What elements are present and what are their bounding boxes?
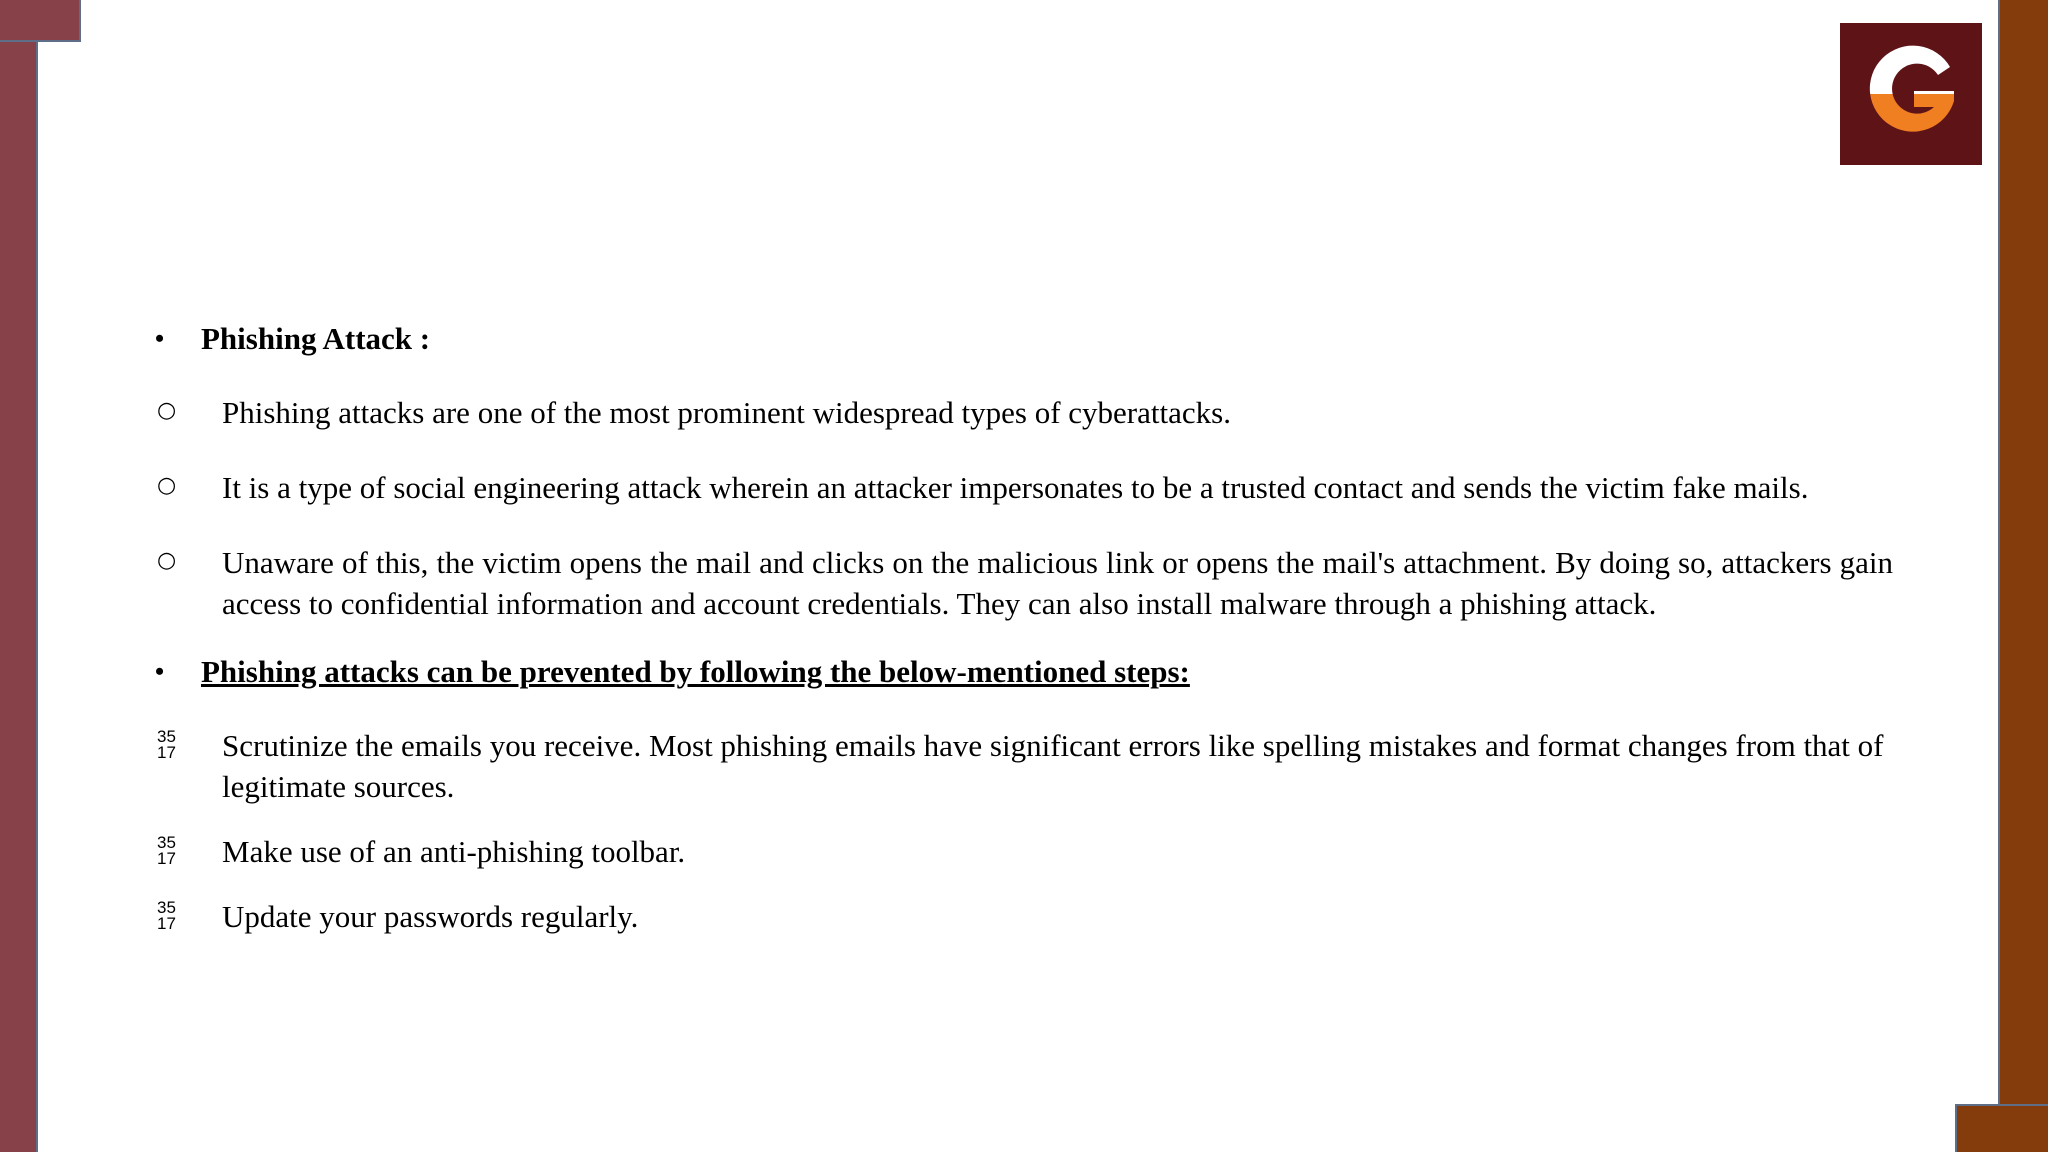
marker-bottom: 17	[157, 743, 176, 762]
marker-top: 35	[157, 833, 176, 852]
marker-top: 35	[157, 898, 176, 917]
list-item	[153, 467, 1893, 508]
list-item-text: Scrutinize the emails you receive. Most phishing emails have significant errors like spelling mistakes and format changes from that of legitimate sources.	[222, 728, 1884, 804]
list-item-text: Unaware of this, the victim opens the mail and clicks on the malicious link or opens the mail's attachment. By doing so, attackers gain access to confidential information and account credentials. They can also install malware through a phishing attack.	[222, 545, 1893, 621]
heading-text: Phishing Attack :	[201, 321, 431, 356]
bullet-marker: •	[155, 324, 165, 353]
number-marker	[157, 835, 176, 867]
left-frame-bar	[0, 0, 38, 1152]
circle-bullet-marker: ○	[157, 473, 177, 498]
list-item	[153, 725, 1893, 807]
slide-content	[153, 318, 1893, 937]
list-item-text: Make use of an anti-phishing toolbar.	[222, 834, 686, 869]
list-item	[153, 896, 1893, 937]
right-frame-bar	[1998, 0, 2048, 1152]
marker-top: 35	[157, 727, 176, 746]
section-heading-prevention-steps	[153, 651, 1893, 692]
list-item-text: Update your passwords regularly.	[222, 899, 639, 934]
circle-bullet-marker: ○	[157, 548, 177, 573]
list-item	[153, 831, 1893, 872]
heading-text: Phishing attacks can be prevented by following the below-mentioned steps:	[201, 654, 1190, 689]
list-item-text: Phishing attacks are one of the most prominent widespread types of cyberattacks.	[222, 395, 1231, 430]
circle-bullet-marker: ○	[157, 398, 177, 423]
marker-bottom: 17	[157, 849, 176, 868]
number-marker	[157, 900, 176, 932]
marker-bottom: 17	[157, 914, 176, 933]
list-item-text: It is a type of social engineering attack wherein an attacker impersonates to be a trusted contact and sends the victim fake mails.	[222, 470, 1809, 505]
number-marker	[157, 729, 176, 761]
bullet-marker: •	[155, 657, 165, 686]
g-logo-icon	[1840, 23, 1982, 165]
section-heading-phishing-attack	[153, 318, 1893, 359]
list-item	[153, 392, 1893, 433]
list-item	[153, 542, 1893, 624]
left-frame-corner	[0, 0, 81, 42]
right-frame-corner	[1955, 1104, 2048, 1152]
